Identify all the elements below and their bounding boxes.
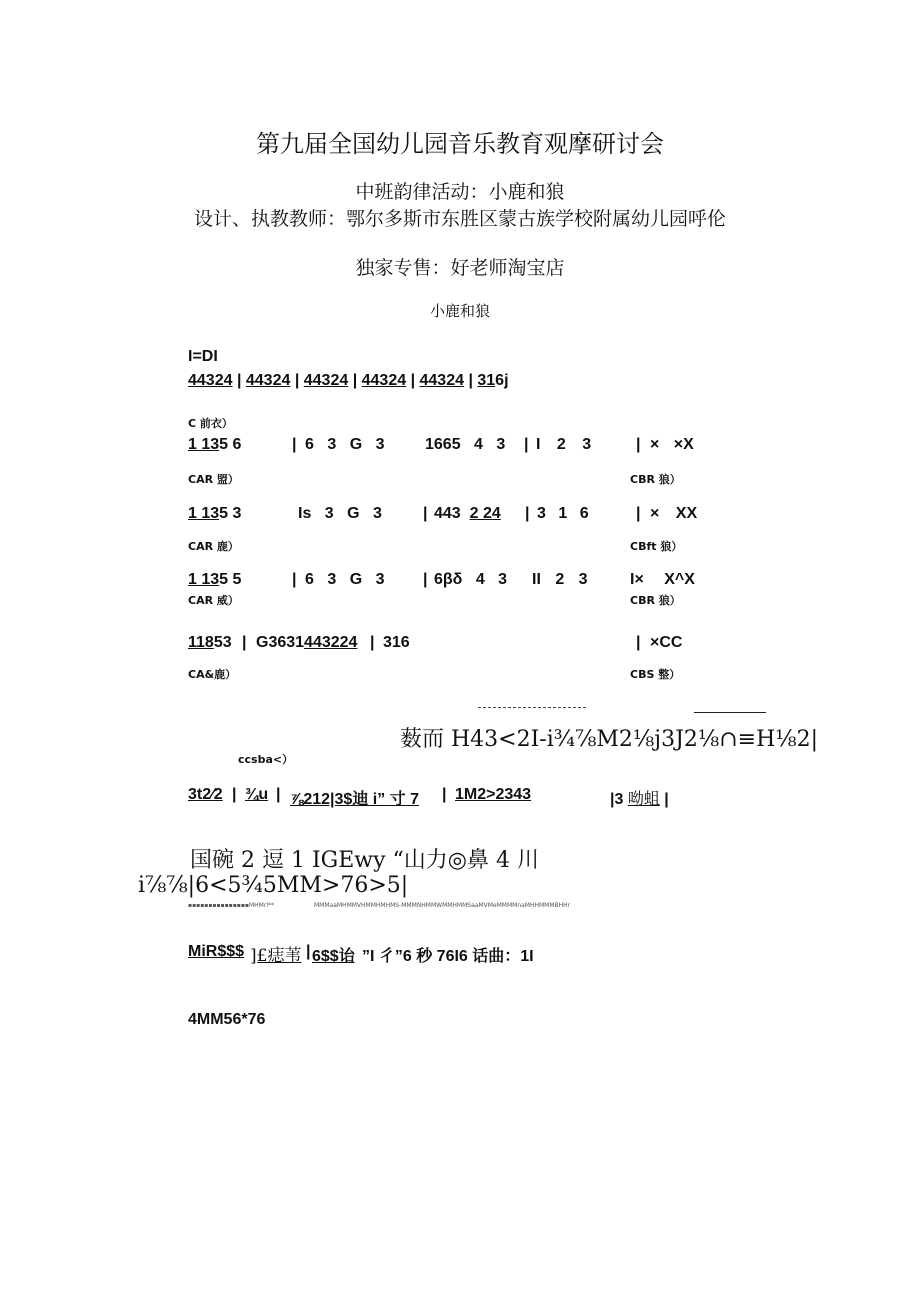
last-line: 4MM56*76 [188, 1011, 266, 1028]
barline: | [442, 786, 447, 803]
part-label: CBft 狼） [630, 540, 683, 553]
part-label: CAR 威） [188, 594, 239, 607]
measure: 1 135 3 [188, 505, 242, 522]
barline: | [423, 571, 428, 588]
exclusive-line: 独家专售：好老师淘宝店 [355, 257, 565, 279]
barline: | [525, 505, 530, 522]
measure: 6βδ 4 3 [434, 571, 508, 588]
intro-line: 44324 | 44324 | 44324 | 44324 | 44324 | 316j [188, 372, 509, 389]
measure: 1M2>2343 [455, 786, 532, 803]
measure: × XX [650, 505, 698, 522]
measure: ×CC [650, 634, 683, 651]
measure: 6 3 G 3 [305, 436, 385, 453]
intro-measure: 44324 [188, 372, 233, 389]
noise-text: ▪▪▪▪▪▪▪▪▪▪▪▪▪▪▪MHMrl** [188, 902, 274, 909]
barline: | [292, 571, 297, 588]
distorted-notation: 国碗 2 逗 1 IGEwy “山力◎鼻 4 川 [190, 848, 539, 873]
divider-line [694, 712, 766, 713]
measure: I× X^X [630, 571, 695, 588]
intro-measure: 44324 [361, 372, 407, 389]
measure: 316 [383, 634, 410, 651]
intro-end: 316j [477, 372, 509, 389]
barline: | [636, 436, 641, 453]
measure: I 2 3 [536, 436, 592, 453]
intro-measure: 44324 [245, 372, 291, 389]
part-label: ccsba<） [238, 753, 294, 766]
barline: | [276, 786, 281, 803]
barline: | [636, 505, 641, 522]
barline: | [292, 436, 297, 453]
measure: 1 135 5 [188, 571, 242, 588]
measure: II 2 3 [532, 571, 588, 588]
measure: ¾u [245, 786, 269, 803]
measure: G3631443224 [256, 634, 358, 651]
measure: 1665 4 3 [425, 436, 506, 453]
barline: | [232, 786, 237, 803]
distorted-notation: i⅞⅞|6<5¾5MM>76>5| [138, 873, 409, 898]
measure: 11853 [188, 634, 232, 651]
noise-text: MMMaaMHMMVHMMHMHMS-MMMNHMMWMMHMMSaaMVMeMMMMnaMHHMMMBHHr [314, 902, 571, 909]
measure: Is 3 G 3 [298, 505, 382, 522]
measure: 3 1 6 [537, 505, 589, 522]
measure: ]£痣苇 [250, 946, 302, 966]
barline: | [423, 505, 428, 522]
measure: 1 135 6 [188, 436, 242, 453]
barline: | [370, 634, 375, 651]
measure: ⅞212|3$迪 i” 寸 7 [290, 791, 419, 808]
part-label: CAR 鹿） [188, 540, 239, 553]
barline: | [524, 436, 529, 453]
part-label: CBS 整） [630, 668, 681, 681]
intro-measure: 44324 [419, 372, 464, 389]
part-label: CAR 盟） [188, 473, 239, 486]
section-label-c: C 前衣） [188, 417, 233, 430]
barline: | [306, 943, 311, 960]
part-label: CBR 狼） [630, 594, 681, 607]
measure: × ×X [650, 436, 694, 453]
measure: ”I 彳”6 秒 76I6 话曲：1I [362, 948, 534, 965]
conference-title: 第九届全国幼儿园音乐教育观摩研讨会 [256, 130, 664, 158]
song-title: 小鹿和狼 [429, 302, 490, 320]
barline: | [636, 634, 641, 651]
teacher-line: 设计、执教教师：鄂尔多斯市东胜区蒙古族学校附属幼儿园呼伦 [193, 208, 726, 230]
measure: 3t2⁄2 [188, 786, 223, 803]
measure: 443 2 24 [434, 505, 501, 522]
intro-measure: 44324 [303, 372, 349, 389]
part-label: CBR 狼） [630, 473, 681, 486]
measure: 6 3 G 3 [305, 571, 385, 588]
barline: | [242, 634, 247, 651]
part-label: CA&鹿） [188, 668, 237, 681]
activity-title: 中班韵律活动：小鹿和狼 [355, 181, 565, 203]
key-signature: I=DI [188, 348, 218, 365]
measure: |3 呦蛆 | [610, 791, 669, 808]
measure: 6$$诒 [312, 948, 355, 965]
divider-line [478, 707, 586, 708]
distorted-notation: 薮而 H43<2I-i¾⅞M2⅛j3J2⅛∩≡H⅛2| [400, 727, 819, 752]
measure: MiR$$$ [188, 943, 245, 960]
